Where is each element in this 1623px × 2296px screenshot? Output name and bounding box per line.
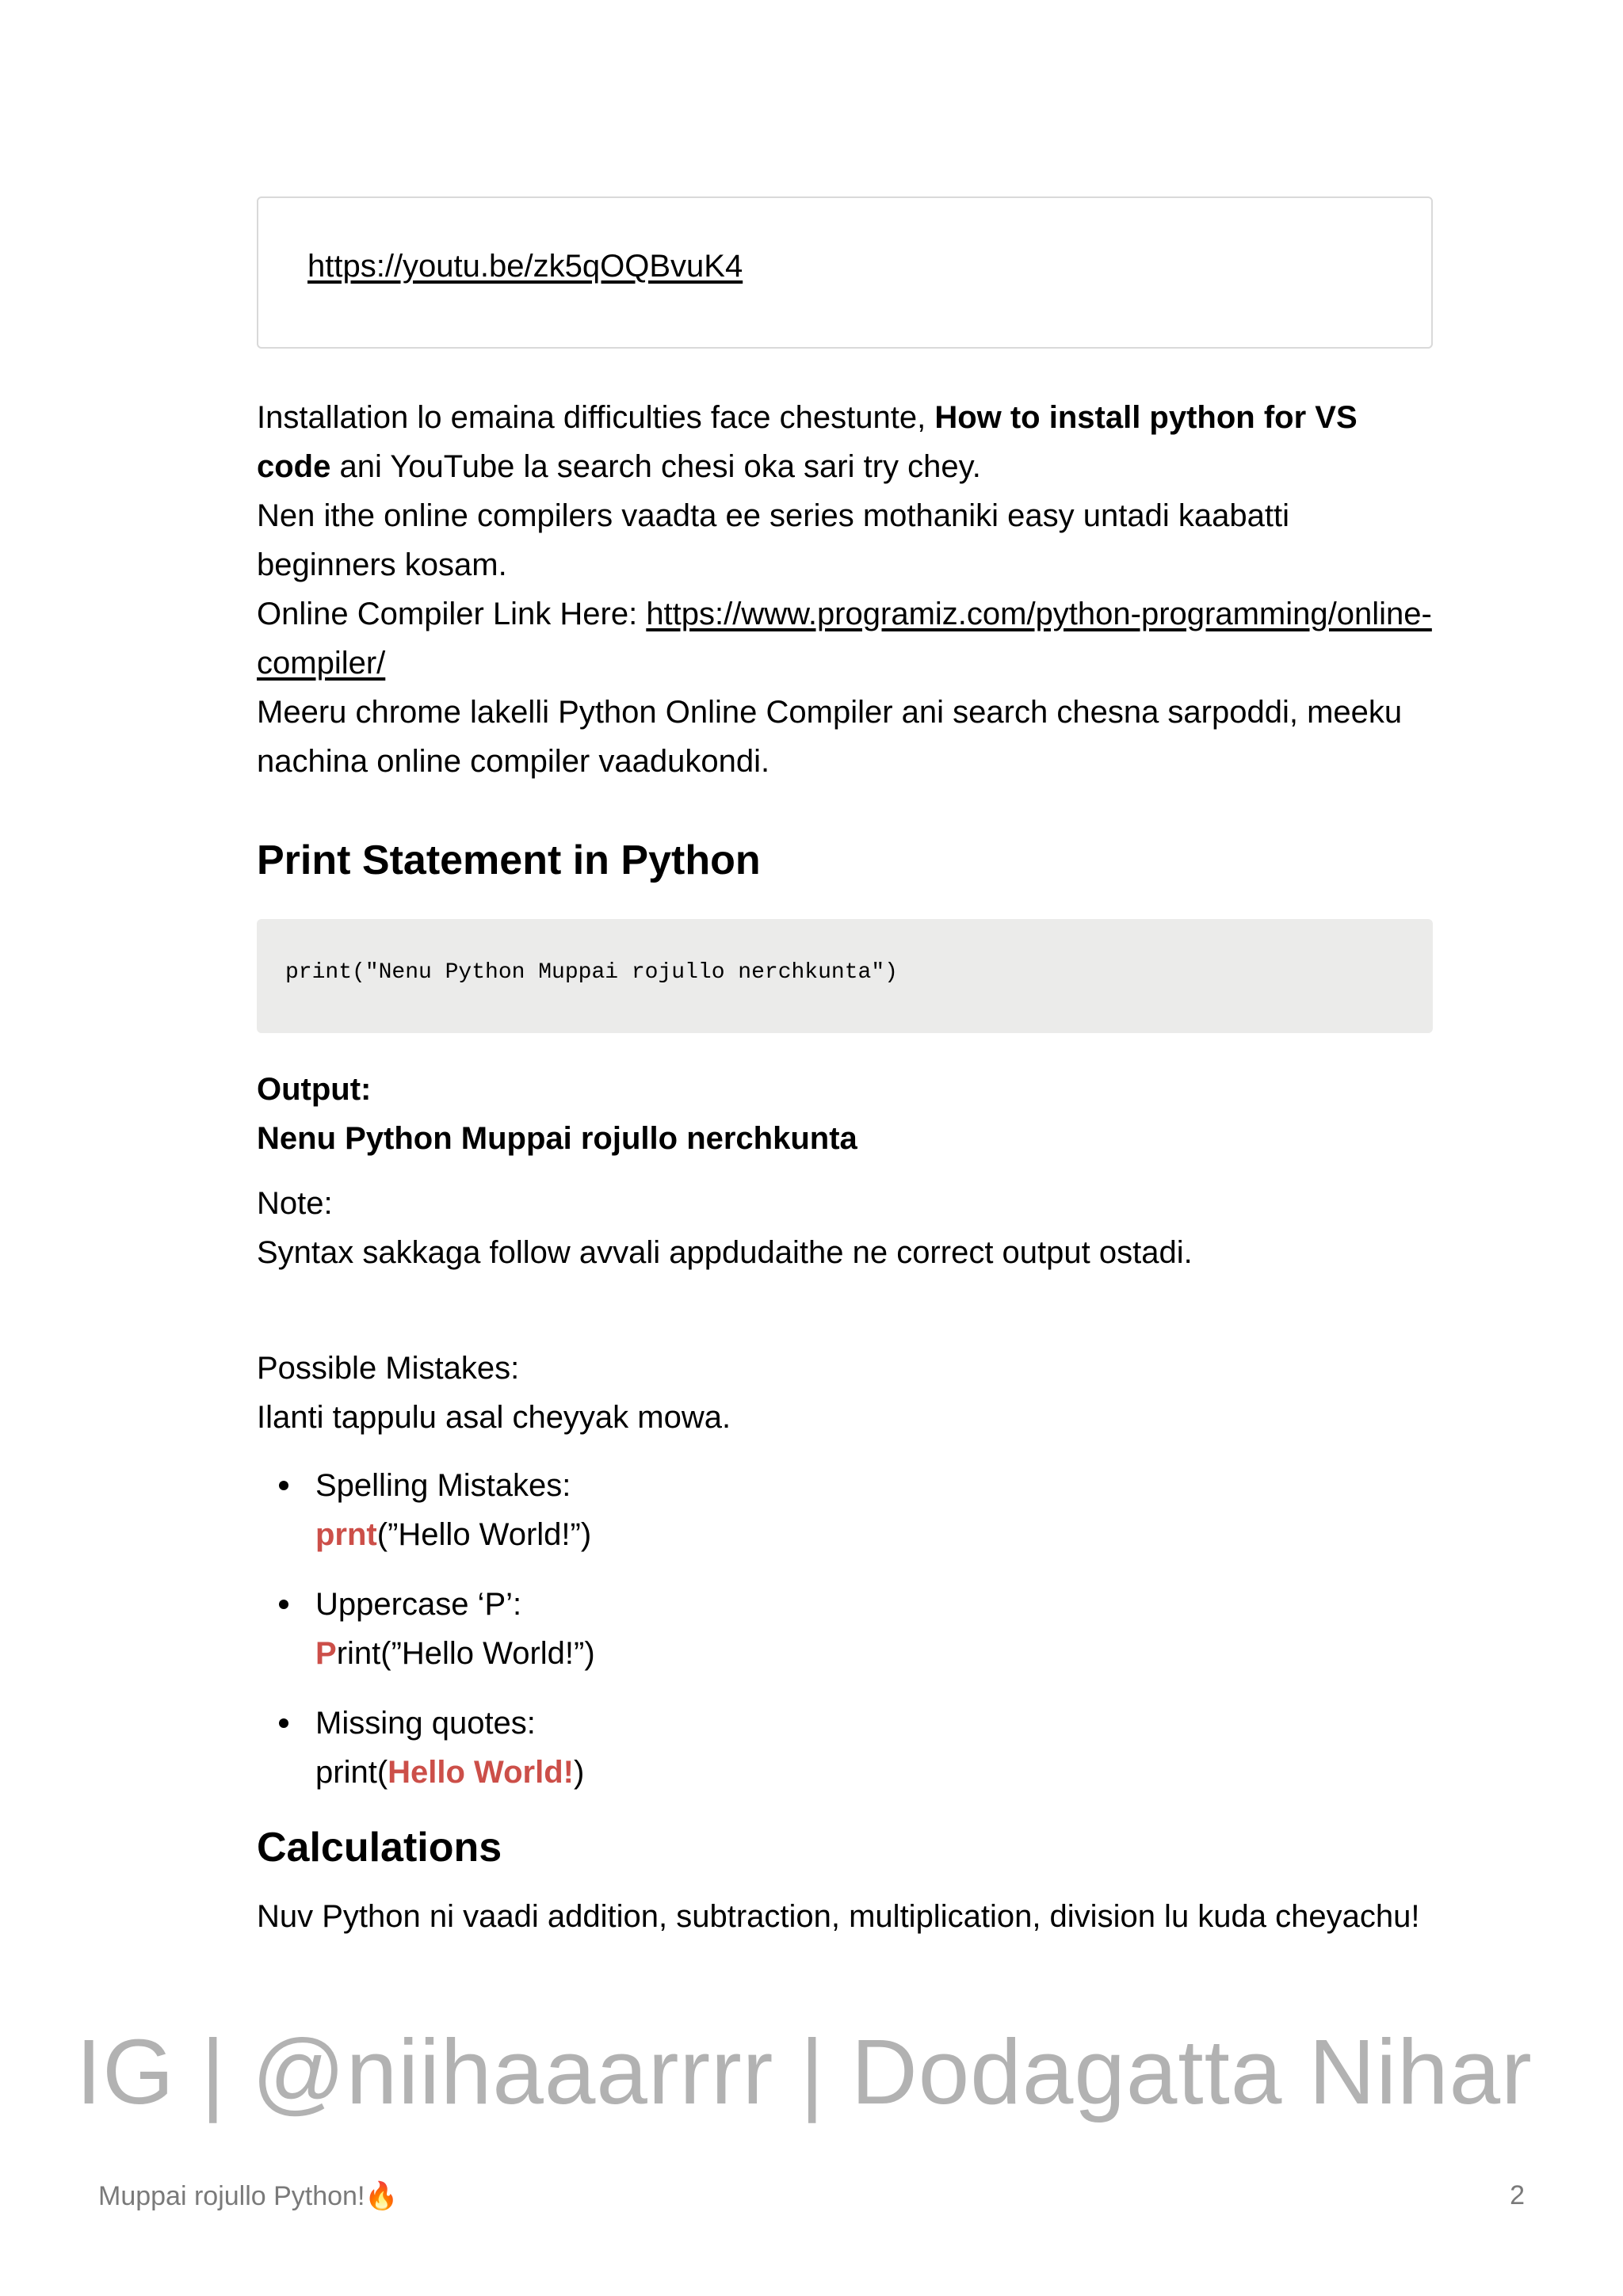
- compiler-search-tip: Meeru chrome lakelli Python Online Compiler ani search chesna sarpoddi, meeku nachina online compiler vaadukondi.: [257, 695, 1403, 779]
- link-embed-box: [257, 196, 1433, 349]
- page-number: 2: [1510, 2180, 1525, 2210]
- mistake-example-post: ): [573, 1755, 585, 1790]
- bullet-icon: [279, 1481, 288, 1490]
- mistake-highlight: P: [315, 1636, 337, 1671]
- print-heading: Print Statement in Python: [257, 837, 761, 883]
- compiler-link[interactable]: https://www.programiz.com/python-programming/online-compiler/: [257, 597, 1432, 681]
- list-item: [257, 1580, 1433, 1678]
- mistake-highlight: prnt: [315, 1517, 377, 1552]
- output-label: Output:: [257, 1072, 372, 1107]
- note-text: Syntax sakkaga follow avvali appdudaithe ne correct output ostadi.: [257, 1235, 1193, 1270]
- mistakes-label: Possible Mistakes:: [257, 1351, 520, 1386]
- mistake-example-post: rint(”Hello World!”): [336, 1636, 595, 1671]
- footer-title: [98, 2180, 399, 2212]
- watermark: IG | @niihaaarrrr | Dodagatta Nihar: [76, 2020, 1533, 2123]
- calculations-text: Nuv Python ni vaadi addition, subtraction, multiplication, division lu kuda cheyachu!: [257, 1899, 1420, 1934]
- mistake-title: Missing quotes:: [315, 1706, 536, 1741]
- mistake-highlight: Hello World!: [388, 1755, 574, 1790]
- intro-text-b: ani YouTube la search chesi oka sari try chey.: [330, 449, 981, 484]
- mistakes-block: [257, 1344, 1433, 1442]
- compiler-link-label: Online Compiler Link Here:: [257, 597, 647, 631]
- code-line: print("Nenu Python Muppai rojullo nerchkunta"): [285, 960, 898, 985]
- mistake-title: Uppercase ‘P’:: [315, 1587, 522, 1622]
- list-item: [257, 1699, 1433, 1797]
- intro-text-a: Installation lo emaina difficulties face chestunte,: [257, 400, 935, 435]
- intro-bold-text: How to install python for VS code: [257, 400, 1358, 484]
- note-block: [257, 1179, 1433, 1277]
- output-value: Nenu Python Muppai rojullo nerchkunta: [257, 1121, 857, 1156]
- note-label: Note:: [257, 1186, 333, 1221]
- mistake-title: Spelling Mistakes:: [315, 1468, 571, 1503]
- fire-icon: 🔥: [365, 2181, 399, 2211]
- bullet-icon: [279, 1600, 288, 1609]
- mistakes-intro: Ilanti tappulu asal cheyyak mowa.: [257, 1400, 731, 1435]
- code-block: [257, 919, 1433, 1033]
- mistake-example-pre: print(: [315, 1755, 388, 1790]
- bullet-icon: [279, 1718, 288, 1728]
- list-item: [257, 1461, 1433, 1559]
- page-content: [257, 196, 1433, 1941]
- footer-title-text: Muppai rojullo Python!: [98, 2181, 365, 2211]
- youtube-link[interactable]: https://youtu.be/zk5qOQBvuK4: [307, 249, 743, 284]
- mistakes-list: [257, 1461, 1433, 1797]
- intro-paragraph: [257, 393, 1433, 786]
- calculations-heading: Calculations: [257, 1825, 502, 1871]
- mistake-example-post: (”Hello World!”): [376, 1517, 592, 1552]
- output-block: [257, 1065, 1433, 1163]
- compiler-note: Nen ithe online compilers vaadta ee series mothaniki easy untadi kaabatti beginners kosam.: [257, 498, 1289, 582]
